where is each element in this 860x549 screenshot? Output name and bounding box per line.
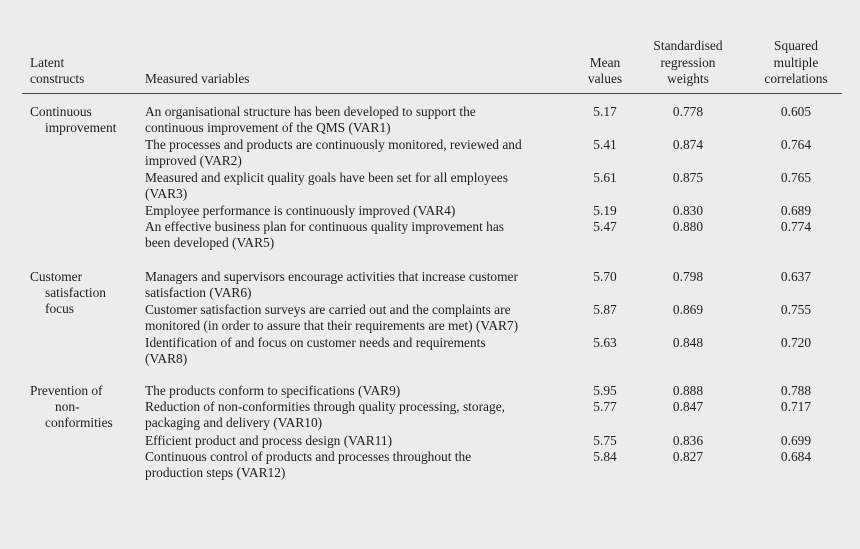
- sq-correlation: 0.764: [780, 137, 812, 152]
- header-latent-1: Latent: [30, 55, 65, 70]
- mean-value: 5.41: [593, 137, 617, 152]
- header-std-3: weights: [667, 71, 709, 86]
- header-std-1: Standardised: [653, 38, 723, 53]
- variable-text: Employee performance is continuously improved (VAR4): [145, 203, 456, 218]
- mean-value: 5.70: [593, 269, 617, 284]
- variable-text: Measured and explicit quality goals have been set for all employees: [145, 170, 508, 185]
- variable-text: Continuous control of products and processes throughout the: [145, 449, 472, 464]
- std-weight: 0.875: [672, 170, 704, 185]
- header-sq-1: Squared: [774, 38, 818, 53]
- construct-label: non-: [55, 399, 80, 414]
- header-latent-2: constructs: [30, 71, 85, 86]
- header-sq-2: multiple: [773, 55, 819, 70]
- variable-text: been developed (VAR5): [145, 235, 275, 250]
- variable-text: packaging and delivery (VAR10): [145, 415, 323, 430]
- variable-text: continuous improvement of the QMS (VAR1): [145, 120, 391, 135]
- construct-label: focus: [45, 301, 75, 316]
- variable-text: (VAR3): [145, 186, 188, 201]
- sq-correlation: 0.720: [780, 335, 812, 350]
- construct-label: satisfaction: [45, 285, 106, 300]
- variable-text: The products conform to specifications (VAR9): [145, 383, 401, 398]
- variable-text: Reduction of non-conformities through quality processing, storage,: [145, 399, 505, 414]
- variable-text: Identification of and focus on customer needs and requirements: [145, 335, 486, 350]
- variable-text: (VAR8): [145, 351, 188, 366]
- variable-text: An organisational structure has been developed to support the: [145, 104, 476, 119]
- sq-correlation: 0.765: [780, 170, 812, 185]
- std-weight: 0.827: [672, 449, 704, 464]
- sq-correlation: 0.788: [780, 383, 812, 398]
- construct-label: Customer: [30, 269, 83, 284]
- sq-correlation: 0.689: [780, 203, 812, 218]
- std-weight: 0.778: [672, 104, 704, 119]
- mean-value: 5.19: [593, 203, 617, 218]
- header-measured: Measured variables: [145, 71, 250, 86]
- mean-value: 5.75: [593, 433, 617, 448]
- variable-text: satisfaction (VAR6): [145, 285, 252, 300]
- std-weight: 0.798: [672, 269, 704, 284]
- header-std-2: regression: [660, 55, 716, 70]
- std-weight: 0.847: [672, 399, 704, 414]
- mean-value: 5.77: [593, 399, 617, 414]
- sq-correlation: 0.637: [780, 269, 812, 284]
- header-rule: [22, 93, 842, 94]
- mean-value: 5.47: [593, 219, 617, 234]
- sq-correlation: 0.755: [780, 302, 812, 317]
- std-weight: 0.848: [672, 335, 704, 350]
- sq-correlation: 0.699: [780, 433, 812, 448]
- std-weight: 0.888: [672, 383, 704, 398]
- variable-text: monitored (in order to assure that their requirements are met) (VAR7): [145, 318, 519, 333]
- construct-label: Continuous: [30, 104, 92, 119]
- construct-label: conformities: [45, 415, 113, 430]
- sq-correlation: 0.684: [780, 449, 812, 464]
- std-weight: 0.836: [672, 433, 704, 448]
- std-weight: 0.869: [672, 302, 704, 317]
- variable-text: Customer satisfaction surveys are carried out and the complaints are: [145, 302, 511, 317]
- std-weight: 0.880: [672, 219, 704, 234]
- header-sq-3: correlations: [764, 71, 828, 86]
- mean-value: 5.95: [593, 383, 617, 398]
- construct-label: improvement: [45, 120, 117, 135]
- construct-label: Prevention of: [30, 383, 103, 398]
- variable-text: Managers and supervisors encourage activities that increase customer: [145, 269, 518, 284]
- header-mean-1: Mean: [589, 55, 621, 70]
- std-weight: 0.830: [672, 203, 704, 218]
- mean-value: 5.17: [593, 104, 617, 119]
- variable-text: An effective business plan for continuous quality improvement has: [145, 219, 504, 234]
- variable-text: improved (VAR2): [145, 153, 242, 168]
- mean-value: 5.87: [593, 302, 617, 317]
- sq-correlation: 0.605: [780, 104, 812, 119]
- variable-text: production steps (VAR12): [145, 465, 286, 480]
- mean-value: 5.63: [593, 335, 617, 350]
- variable-text: The processes and products are continuously monitored, reviewed and: [145, 137, 522, 152]
- mean-value: 5.84: [593, 449, 617, 464]
- mean-value: 5.61: [593, 170, 617, 185]
- sq-correlation: 0.717: [780, 399, 812, 414]
- header-mean-2: values: [587, 71, 623, 86]
- variable-text: Efficient product and process design (VAR11): [145, 433, 393, 448]
- std-weight: 0.874: [672, 137, 704, 152]
- sq-correlation: 0.774: [780, 219, 812, 234]
